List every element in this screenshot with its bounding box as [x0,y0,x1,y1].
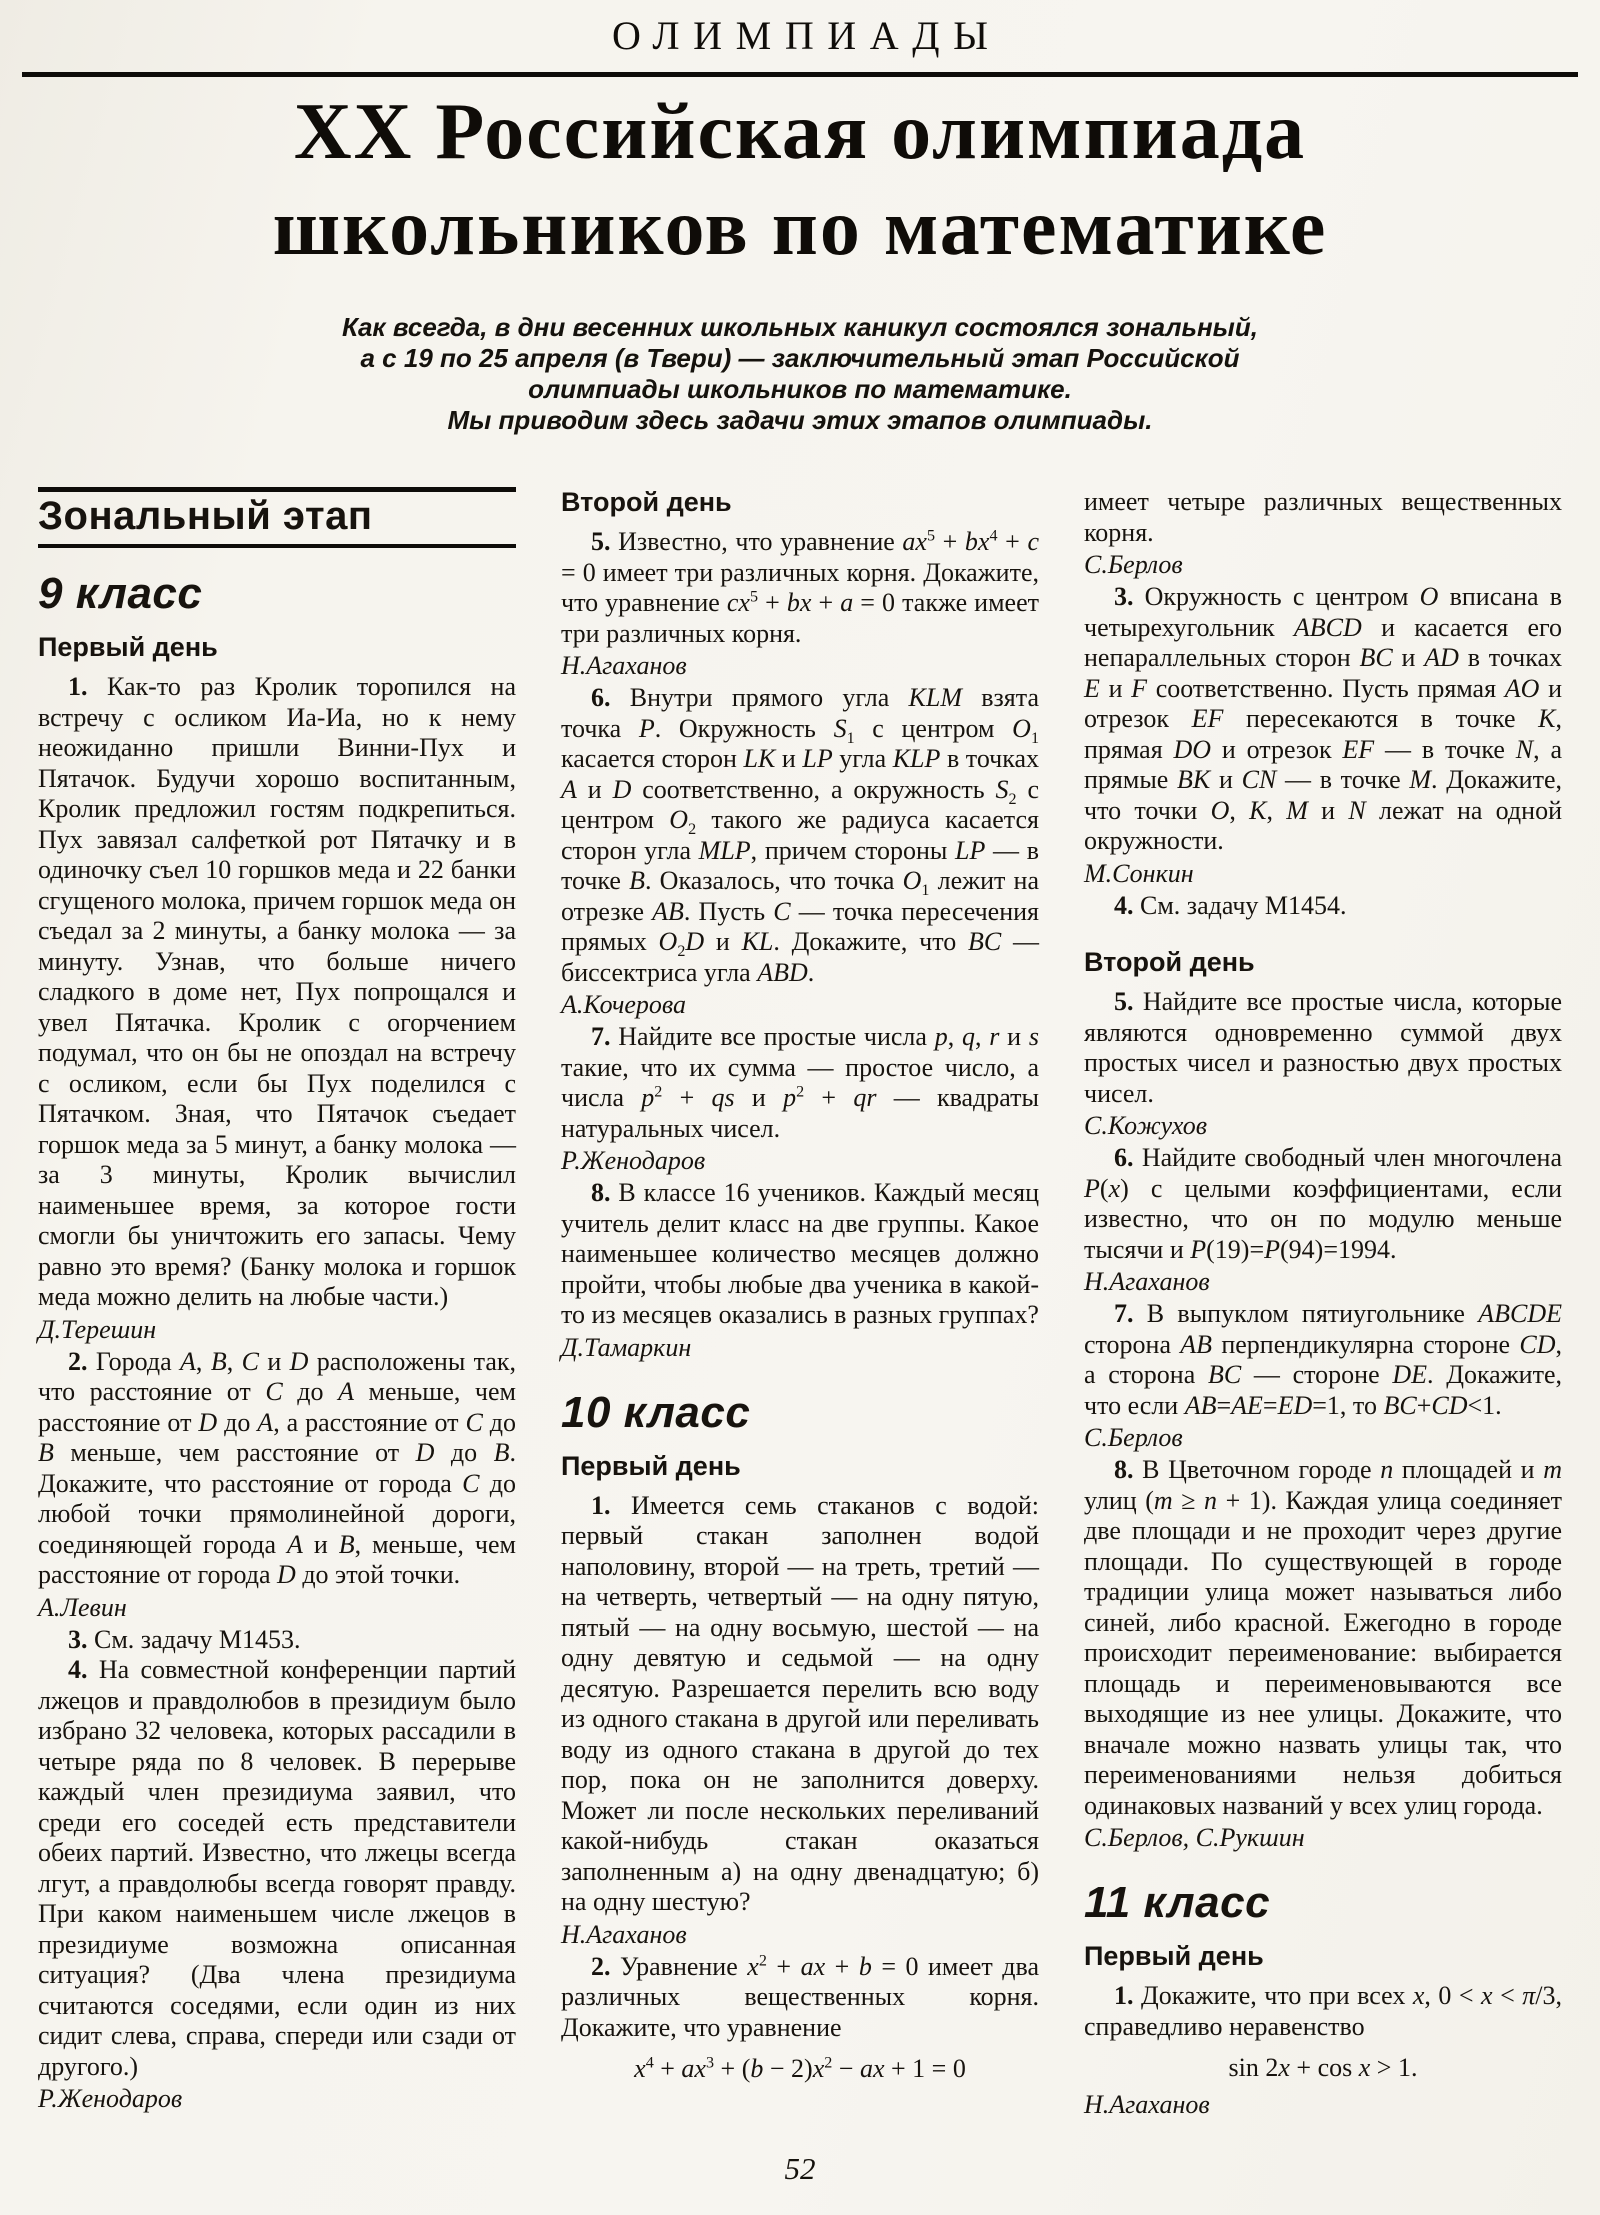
grade-header-11: 11 класс [1084,1878,1271,1927]
author-credit: Н.Агаханов [561,1919,687,1949]
day-header-first-grade9: Первый день [38,632,218,662]
problem-11-1: 1. Докажите, что при всех x, 0 < x < π/3, справедливо неравенство [1084,1981,1562,2041]
masthead-rule [22,72,1578,77]
column-left [38,487,516,2122]
intro-line-4: Мы приводим здесь задачи этих этапов олимпиады. [447,405,1153,435]
problem-10-8: 8. В Цветочном городе n площадей и m улиц (m ≥ n + 1). Каждая улица соединяет две площади и не проходит через другие площади. По существующей в городе традиции улица может называться либо синей, либо красной. Ежегодно в городе происходит переименование: выбирается площадь и переименовываются все выходящие из нее улицы. Докажите, что вначале можно назвать улицы так, что переименованиями нельзя добиться одинаковых названий у всех улиц города. [1084,1455,1562,1820]
grade-header-10: 10 класс [561,1387,751,1437]
problem-9-6: 6. Внутри прямого угла KLM взята точка P. Окружность $S_1$ с центром $O_1$ касается сторон LK и LP угла KLP в точках A и D соответственно, а окружность $S_2$ с центром $O_2$ такого же радиуса касается сторон угла MLP, причем стороны LP — в точке B. Оказалось, что точка $O_1$ лежит на отрезке AB. Пусть C — точка пересечения прямых $O_2D$ и KL. Докажите, что BC — биссектриса угла ABD. [561,683,1040,987]
problem-10-1: 1. Имеется семь стаканов с водой: первый стакан заполнен водой наполовину, второй — на треть, третий — на четверть, четвертый — на одну пятую, пятый — на одну восьмую, шестой — на одну девятую и седьмой — на одну десятую. Разрешается перелить всю воду из одного стакана в другой или переливать воду из одного стакана в другой до тех пор, пока он не заполнится доверху. Может ли после нескольких переливаний какой-нибудь стакан оказаться заполненным а) на одну двенадцатую; б) на одну шестую? [561,1490,1039,1916]
author-credit: А.Левин [38,1592,127,1622]
problem-10-6: 6. Найдите свободный член многочлена P(x) с целыми коэффициентами, если известно, что он по модулю меньше тысячи и P(19)=P(94)=1994. [1084,1143,1562,1264]
article-title-line-2: школьников по математике [272,184,1328,272]
problem-9-1: 1. Как-то раз Кролик торопился на встречу с осликом Иа-Иа, но к нему неожиданно пришли Винни-Пух и Пятачок. Будучи хорошо воспитанным, Кролик предложил гостям подкрепиться. Пух завязал салфеткой рот Пятачку и в одиночку съел 10 горшков меда и 22 банки сгущеного молока, причем горшок меда он съедал за 2 минуты, а банку молока — за минуту. Узнав, что больше ничего сладкого в доме нет, Пух попрощался и увел Пятачка. Кролик с огорчением подумал, что он бы не опоздал на встречу с осликом, если бы Пух поделился с Пятачком. Зная, что Пятачок съедает горшок меда за 5 минут, а банку молока — за 3 минуты, Кролик вычислил наименьшее время, за которое гости смогли бы уничтожить его запасы. Чему равно это время? (Банку молока и горшок меда можно делить на любые части.) [38,672,516,1311]
problem-9-7: 7. Найдите все простые числа p, q, r и s такие, что их сумма — простое число, а числа $p^2$ + qs и $p^2$ + qr — квадраты натуральных чисел. [561,1022,1040,1143]
intro-line-2: а с 19 по 25 апреля (в Твери) — заключительный этап Российской [360,343,1240,373]
column-middle [561,487,1039,2122]
author-credit: Д.Терешин [38,1314,157,1344]
article-title-line-1: XX Российская олимпиада [293,88,1307,176]
problem-9-8: 8. В классе 16 учеников. Каждый месяц учитель делит класс на две группы. Какое наименьшее количество месяцев должно пройти, чтобы любые два ученика в какой-то из месяцев оказались в разных группах? [561,1178,1039,1329]
day-header-first-grade10: Первый день [561,1450,741,1481]
day-header-second-grade9: Второй день [561,487,732,517]
day-header-second-grade10: Второй день [1084,947,1255,977]
page-number: 52 [784,2151,816,2186]
display-formula-trig: sin 2x + cos x > 1. [1228,2053,1418,2082]
problem-9-2: 2. Города A, B, C и D расположены так, что расстояние от C до A меньше, чем расстояние от D до A, а расстояние от C до B меньше, чем расстояние от D до B. Докажите, что расстояние от города C до любой точки прямолинейной дороги, соединяющей города A и B, меньше, чем расстояние от города D до этой точки. [38,1346,517,1589]
author-credit: С.Кожухов [1084,1111,1208,1140]
problem-10-2: 2. Уравнение $x^2$ + ax + b = 0 имеет два различных вещественных корня. Докажите, что уравнение [561,1951,1040,2042]
author-credit: Н.Агаханов [561,651,687,680]
author-credit: С.Берлов [1084,1423,1183,1452]
display-formula-quartic: $x^4 + ax^3 + (b - 2)x^2$ − ax + 1 = 0 [634,2054,966,2083]
problem-10-5: 5. Найдите все простые числа, которые являются одновременно суммой двух простых чисел и разностью двух простых чисел. [1084,987,1562,1108]
grade-header-9: 9 класс [38,569,203,618]
problem-9-4: 4. На совместной конференции партий лжецов и правдолюбов в президиум было избрано 32 человека, которых рассадили в четыре ряда по 8 человек. В перерыве каждый член президиума заявил, что среди его соседей есть представители обеих партий. Известно, что лжецы всегда лгут, а правдолюбы всегда говорят правду. При каком наименьшем числе лжецов в президиуме возможна описанная ситуация? (Два члена президиума считаются соседями, если один из них сидит слева, справа, спереди или сзади от другого.) [38,1655,516,2081]
section-header-zonal-stage: Зональный этап [38,487,516,548]
problem-10-2-continuation: имеет четыре различных вещественных корня. [1084,487,1562,547]
author-credit: Р.Женодаров [38,2084,183,2113]
author-credit: Н.Агаханов [1084,2090,1210,2119]
author-credit: А.Кочерова [561,990,687,1019]
problem-10-3: 3. Окружность с центром O вписана в четырехугольник ABCD и касается его непараллельных сторон BC и AD в точках E и F соответственно. Пусть прямая AO и отрезок EF пересекаются в точке K, прямая DO и отрезок EF — в точке N, а прямые BK и CN — в точке M. Докажите, что точки O, K, M и N лежат на одной окружности. [1084,582,1562,855]
article-title [0,84,1600,276]
problem-10-7: 7. В выпуклом пятиугольнике ABCDE сторона AB перпендикулярна стороне CD, а сторона BC — стороне DE. Докажите, что если AB=AE=ED=1, то BC+CD<1. [1084,1299,1562,1420]
author-credit: С.Берлов, С.Рукшин [1084,1823,1305,1852]
intro-line-1: Как всегда, в дни весенних школьных каникул состоялся зональный, [341,312,1258,342]
author-credit: С.Берлов [1084,550,1183,579]
intro-paragraph [0,312,1600,436]
author-credit: Р.Женодаров [561,1146,706,1175]
author-credit: Н.Агаханов [1084,1267,1210,1296]
problem-9-3: 3. См. задачу М1453. [68,1624,301,1654]
author-credit: Д.Тамаркин [561,1332,692,1362]
problem-9-5: 5. Известно, что уравнение $ax^5 + bx^4 + c = 0$ имеет три различных корня. Докажите, что уравнение $cx^5$ + bx + a = 0 также имеет три различных корня. [561,527,1039,648]
intro-line-3: олимпиады школьников по математике. [528,374,1072,404]
day-header-first-grade11: Первый день [1084,1941,1264,1971]
problem-10-4: 4. См. задачу М1454. [1114,890,1347,920]
three-column-layout [38,487,1562,2122]
column-right [1084,487,1562,2122]
section-kicker: ОЛИМПИАДЫ [611,13,1002,58]
author-credit: М.Сонкин [1084,858,1194,888]
